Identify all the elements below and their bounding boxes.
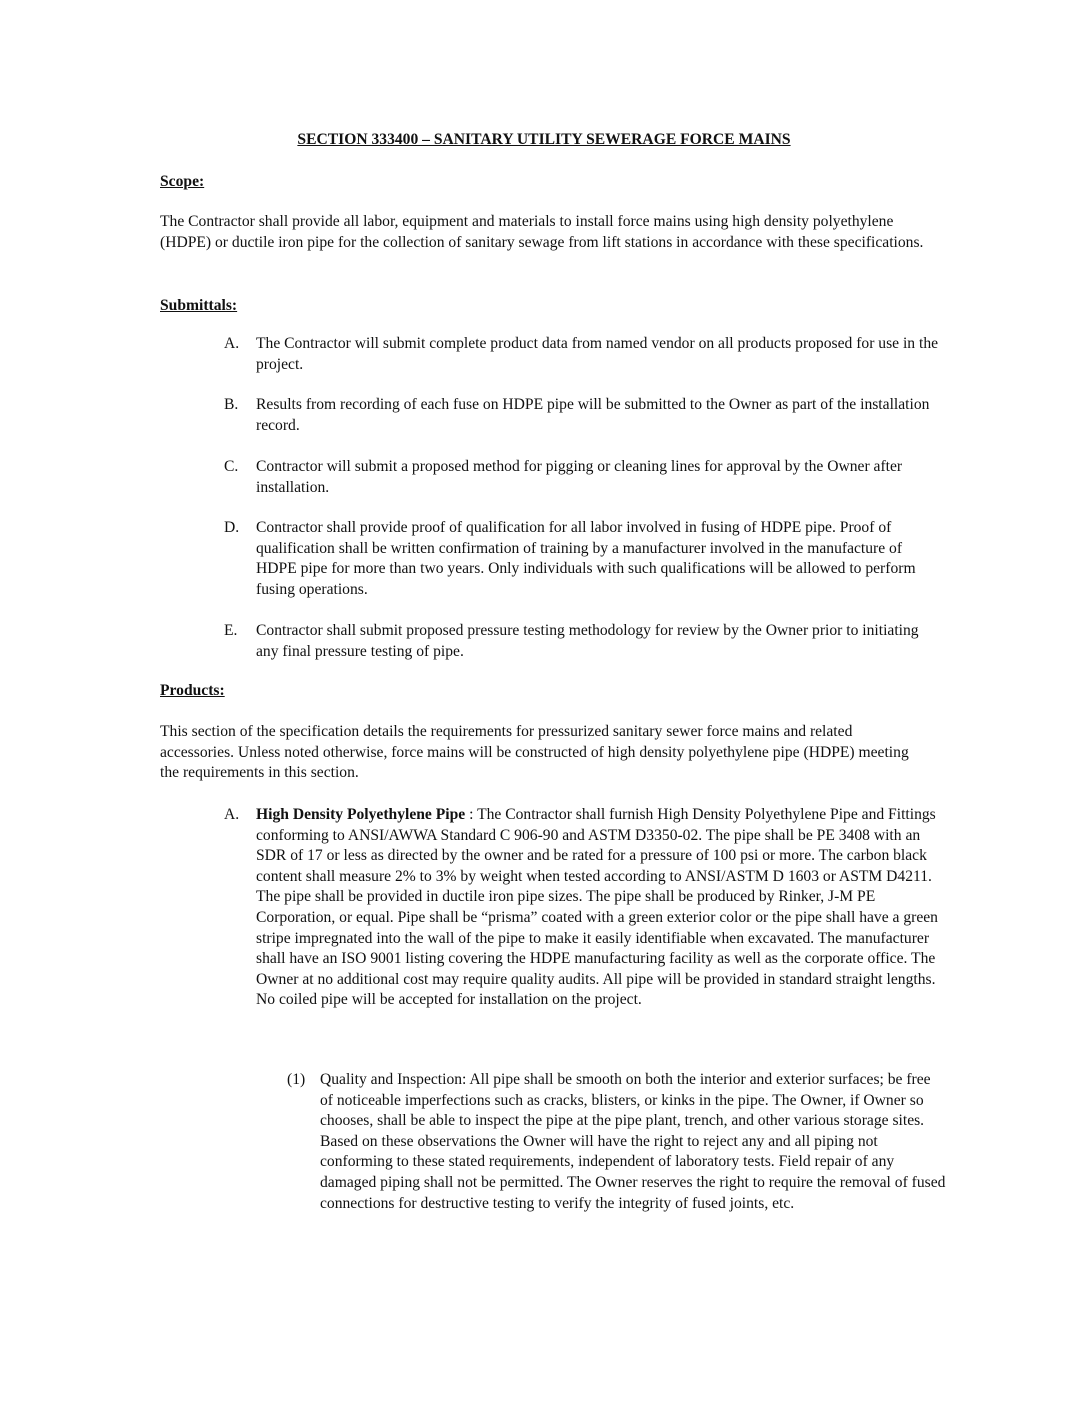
scope-heading: Scope:: [160, 173, 205, 190]
product-label: High Density Polyethylene Pipe: [256, 806, 466, 823]
submittal-item-b: [224, 395, 944, 436]
list-marker: A.: [224, 335, 240, 352]
product-description: : The Contractor shall furnish High Density Polyethylene Pipe and Fittings conforming to ANSI/AWWA Standard C 906-90 and ASTM D3350-02. The pipe shall be PE 3408 with an SDR of 17 or less as directed by the owner and be rated for a pressure of 100 psi or more. The carbon black content shall measure 2% to 3% by weight when tested according to ANSI/ASTM D 1603 or ASTM D4211. The pipe shall be provided in ductile iron pipe sizes. The pipe shall be produced by Rinker, J-M PE Corporation, or equal. Pipe shall be “prisma” coated with a green exterior color or the pipe shall have a green stripe impregnated into the wall of the pipe to make it easily identifiable when excavated. The manufacturer shall have an ISO 9001 listing covering the HDPE manufacturing facility as well as the corporate office. The Owner at no additional cost may require quality audits. All pipe will be provided in standard straight lengths. No coiled pipe will be accepted for installation on the project.: [256, 806, 938, 1009]
submittal-text: Contractor shall submit proposed pressure testing methodology for review by the Owner prior to initiating any final pressure testing of pipe.: [256, 622, 919, 660]
products-heading: Products:: [160, 682, 225, 699]
list-marker: E.: [224, 622, 238, 639]
submittal-item-c: [224, 457, 944, 498]
list-marker: B.: [224, 396, 239, 413]
list-marker: D.: [224, 519, 240, 536]
list-marker: A.: [224, 806, 240, 823]
submittal-text: Contractor shall provide proof of qualification for all labor involved in fusing of HDPE pipe. Proof of qualification shall be written confirmation of training by a manufacturer involved in the manufacture of HDPE pipe for more than two years. Only individuals with such qualifications will be allowed to perform fusing operations.: [256, 519, 916, 598]
submittal-text: The Contractor will submit complete product data from named vendor on all products proposed for use in the project.: [256, 335, 939, 373]
submittal-item-a: [224, 334, 944, 375]
subitem-text: Quality and Inspection: All pipe shall be smooth on both the interior and exterior surfaces; be free of noticeable imperfections such as cracks, blisters, or kinks in the pipe. The Owner, if Owner so chooses, shall be able to inspect the pipe at the pipe plant, trench, and other various storage sites. Based on these observations the Owner will have the right to reject any and all piping not conforming to these stated requirements, independent of laboratory tests. Field repair of any damaged piping shall not be permitted. The Owner reserves the right to require the removal of fused connections for destructive testing to verify the integrity of fused joints, etc.: [320, 1071, 946, 1212]
submittals-heading: Submittals:: [160, 297, 238, 314]
scope-paragraph: The Contractor shall provide all labor, equipment and materials to install force mains using high density polyethylene (HDPE) or ductile iron pipe for the collection of sanitary sewage from lift stations in accordance with these specifications.: [160, 213, 924, 251]
submittal-item-d: [224, 518, 944, 600]
submittal-text: Contractor will submit a proposed method for pigging or cleaning lines for approval by the Owner after installation.: [256, 458, 903, 496]
product-item-text: [256, 805, 944, 1011]
products-intro-paragraph: This section of the specification details the requirements for pressurized sanitary sewer force mains and related accessories. Unless noted otherwise, force mains will be constructed of high density polyethylene pipe (HDPE) meeting the requirements in this section.: [160, 723, 909, 782]
list-marker: (1): [287, 1071, 306, 1088]
list-marker: C.: [224, 458, 239, 475]
submittal-text: Results from recording of each fuse on HDPE pipe will be submitted to the Owner as part of the installation record.: [256, 396, 930, 434]
submittal-item-e: [224, 621, 944, 662]
product-item-a: [224, 805, 944, 1011]
section-title: SECTION 333400 – SANITARY UTILITY SEWERAGE FORCE MAINS: [297, 131, 791, 148]
product-subitem-1: [287, 1070, 947, 1214]
